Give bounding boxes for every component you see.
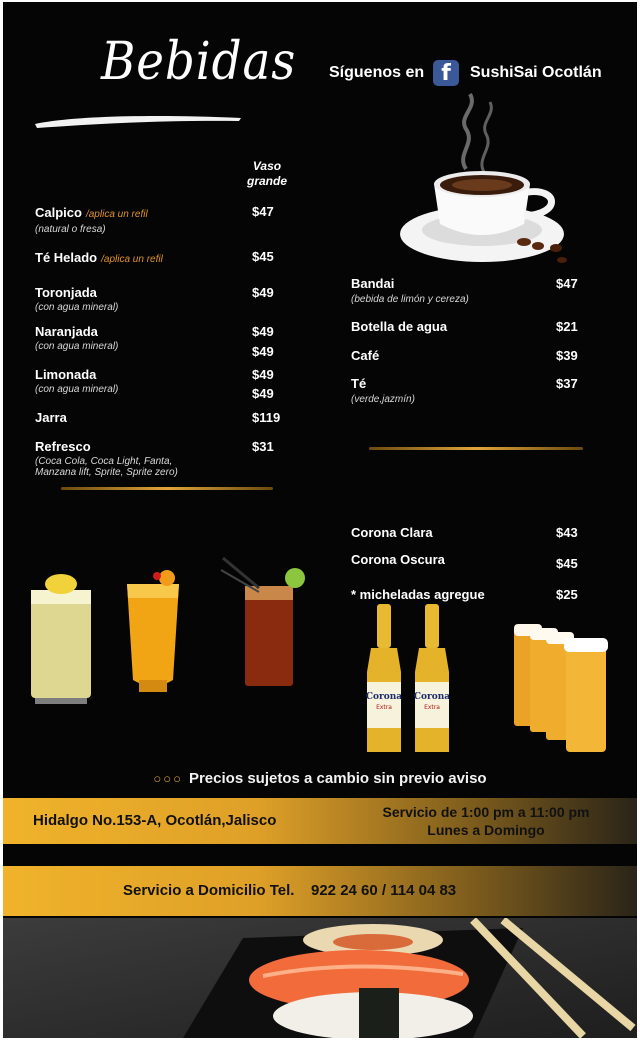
bottle-label-brand: Corona — [413, 692, 451, 702]
item-tag: /aplica un refil — [85, 209, 148, 220]
delivery-phones[interactable]: 922 24 60 / 114 04 83 — [311, 882, 457, 899]
beer-item-price: $43 — [556, 525, 578, 540]
item-name: Refresco — [35, 439, 91, 454]
menu-item-calpico — [35, 204, 148, 235]
beer-glasses-icon — [508, 620, 613, 760]
menu-item-refresco — [35, 439, 178, 478]
item-name: Café — [351, 348, 380, 363]
beer-item-name: Corona Clara — [351, 525, 433, 540]
delivery-label: Servicio a Domicilio Tel. — [123, 882, 295, 899]
drinks-illustration — [23, 552, 313, 712]
item-name: Naranjada — [35, 324, 98, 339]
item-note: (con agua mineral) — [35, 384, 119, 395]
bottle-label-brand: Corona — [365, 692, 403, 702]
column-header-line2: grande — [246, 174, 287, 188]
item-name: Bandai — [351, 276, 395, 291]
item-name: Limonada — [35, 367, 97, 382]
item-price: $49 — [252, 324, 274, 339]
gold-divider — [369, 447, 583, 450]
item-note: (con agua mineral) — [35, 302, 119, 313]
item-name: Té Helado — [35, 250, 98, 265]
beer-bottles-illustration — [363, 602, 463, 762]
service-hours-line1: Servicio de 1:00 pm a 11:00 pm — [382, 804, 590, 820]
menu-item-cafe — [351, 348, 379, 363]
beer-item-name: * micheladas agregue — [351, 587, 485, 602]
item-note: (verde,jazmín) — [351, 394, 415, 405]
lemonade-glass-icon — [31, 574, 91, 704]
delivery-band — [3, 866, 637, 916]
item-price: $119 — [252, 410, 281, 425]
item-price: $49 — [252, 344, 274, 359]
menu-item-te — [351, 376, 415, 405]
item-note: (bebida de limón y cereza) — [351, 294, 469, 305]
iced-tea-glass-icon — [221, 558, 305, 686]
item-note-2: Manzana lift, Sprite, Sprite zero) — [35, 467, 178, 478]
menu-item-limonada — [35, 367, 118, 395]
beer-item-name: Corona Oscura — [351, 552, 445, 567]
menu-item-naranjada — [35, 324, 118, 352]
item-name: Calpico — [35, 205, 82, 220]
beer-bottle-icon — [414, 604, 450, 752]
address-text: Hidalgo No.153-A, Ocotlán,Jalisco — [33, 812, 277, 829]
menu-item-toronjada — [35, 285, 118, 313]
item-price: $49 — [252, 367, 274, 382]
bottle-label-sub: Extra — [376, 704, 392, 711]
beer-item-price: $45 — [556, 556, 578, 571]
item-name: Té — [351, 376, 367, 391]
item-price: $49 — [252, 386, 274, 401]
gold-divider — [61, 487, 273, 490]
item-price: $47 — [252, 204, 274, 219]
facebook-page-name[interactable]: SushiSai Ocotlán — [470, 64, 602, 81]
item-price: $47 — [556, 276, 578, 291]
menu-item-te-helado — [35, 249, 163, 267]
item-price: $45 — [252, 249, 274, 264]
title-brush-stroke — [33, 112, 245, 132]
column-header — [235, 159, 299, 189]
coffee-cup-icon — [396, 84, 576, 274]
menu-item-bandai — [351, 276, 469, 305]
sushi-photo — [3, 918, 637, 1038]
item-name: Toronjada — [35, 285, 97, 300]
item-price: $21 — [556, 319, 578, 334]
item-name: Botella de agua — [351, 319, 448, 334]
beer-bottle-icon — [366, 604, 402, 752]
notice-bullets: ○○○ — [153, 771, 183, 786]
orange-juice-glass-icon — [127, 570, 179, 692]
column-header-line1: Vaso — [252, 159, 282, 173]
follow-label: Síguenos en — [329, 64, 425, 81]
item-price: $49 — [252, 285, 274, 300]
notice-text: Precios sujetos a cambio sin previo aviso — [188, 770, 487, 787]
bottle-label-sub: Extra — [424, 704, 440, 711]
menu-item-jarra — [35, 410, 67, 425]
menu-page — [3, 2, 637, 1038]
item-note: (natural o fresa) — [35, 224, 106, 235]
item-tag: /aplica un refil — [101, 254, 163, 265]
item-price: $39 — [556, 348, 578, 363]
facebook-icon[interactable]: f — [433, 60, 459, 86]
beer-item-price: $25 — [556, 587, 578, 602]
item-price: $31 — [252, 439, 274, 454]
item-note: (con agua mineral) — [35, 341, 119, 352]
item-name: Jarra — [35, 410, 67, 425]
service-hours — [363, 803, 609, 839]
page-title: Bebidas — [101, 32, 297, 92]
item-price: $37 — [556, 376, 578, 391]
menu-item-botella-agua — [351, 319, 447, 334]
service-hours-line2: Lunes a Domingo — [427, 822, 545, 838]
item-note: (Coca Cola, Coca Light, Fanta, — [35, 456, 173, 467]
address-band — [3, 798, 637, 844]
price-notice — [3, 770, 637, 787]
